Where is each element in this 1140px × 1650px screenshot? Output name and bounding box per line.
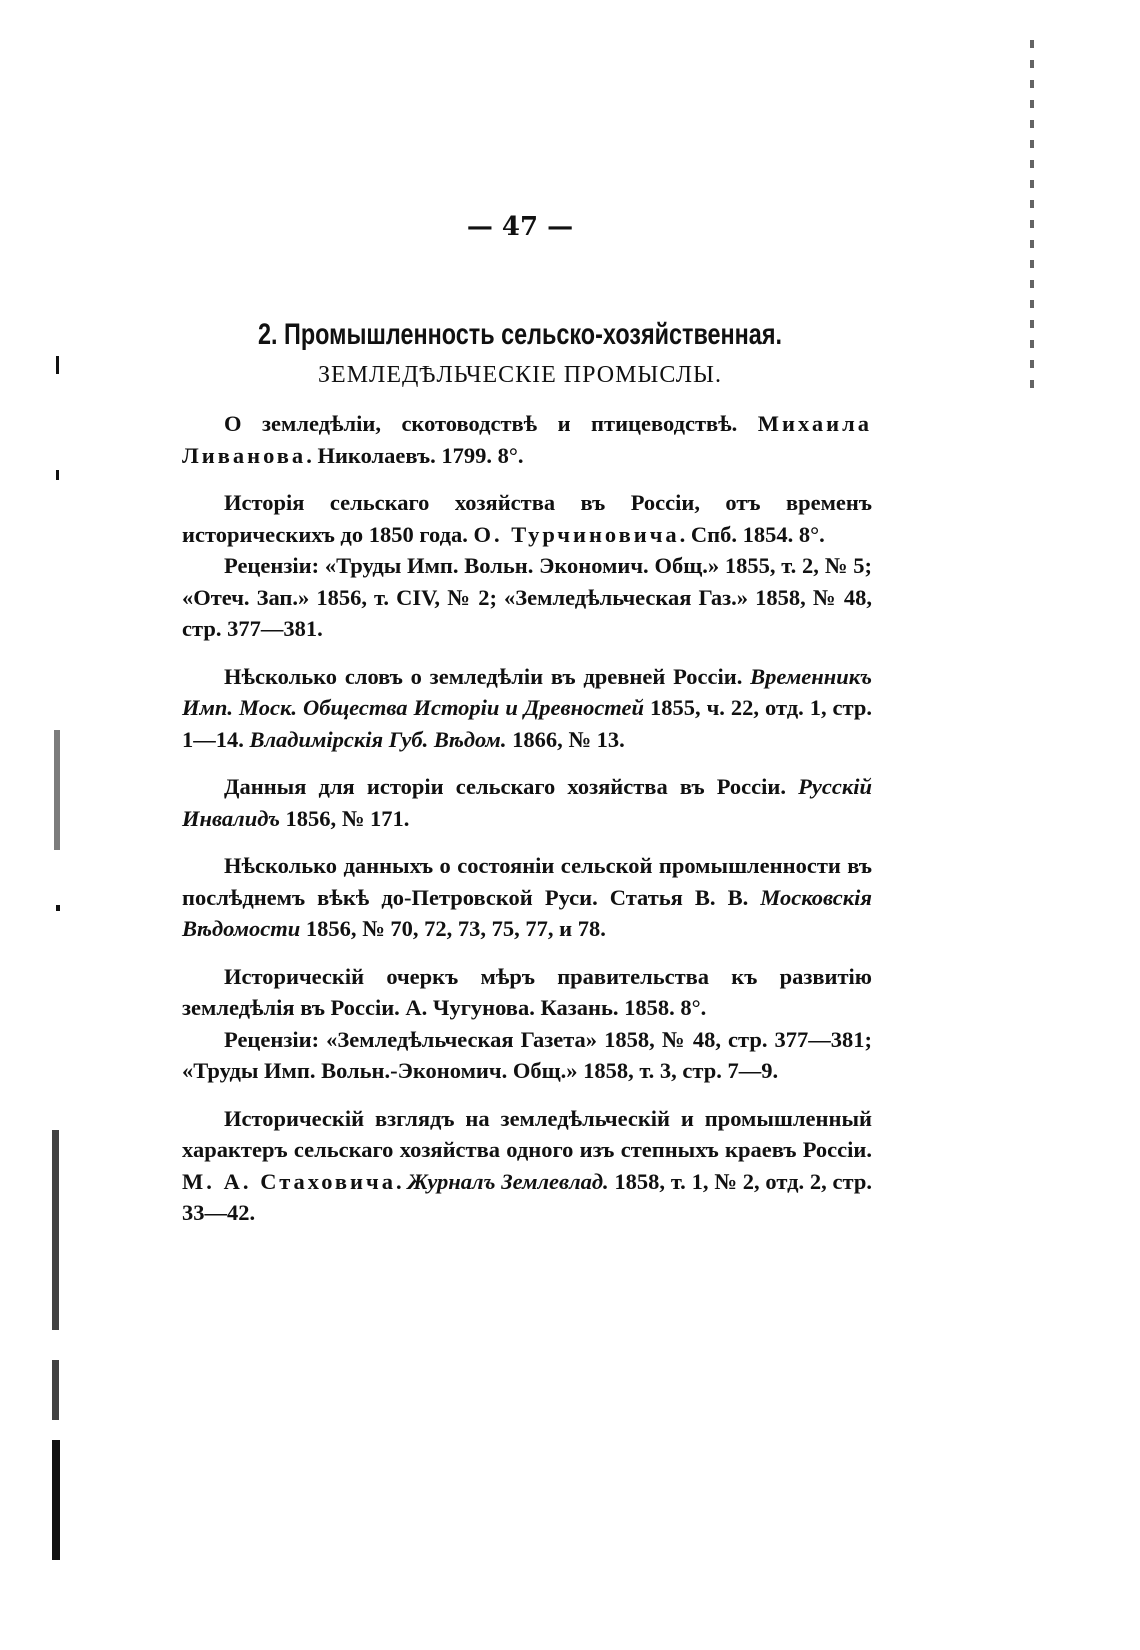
publication-title: Русскій Инвалидъ bbox=[182, 774, 872, 831]
bibliography-entry bbox=[182, 661, 872, 756]
entry-text: О земледѣліи, скотоводствѣ и птицеводствѣ. Михаила Ливанова. Николаевъ. 1799. 8°. bbox=[182, 411, 872, 468]
author-name: О. Турчиновича bbox=[473, 521, 680, 547]
entry-text: Нѣсколько словъ о земледѣліи въ древней Россіи. Временникъ Имп. Моск. Общества Исторіи и Древностей 1855, ч. 22, отд. 1, стр. 1—14. Владимірскія Губ. Вѣдом. 1866, № 13. bbox=[182, 663, 872, 752]
bibliography-entry bbox=[182, 408, 872, 471]
publication-title: Московскія Вѣдомости bbox=[182, 884, 872, 941]
page-number: — 47 — bbox=[466, 212, 574, 242]
section-heading: 2. Промышленность сельско-хозяйственная. bbox=[258, 318, 782, 351]
author-name: Михаила Ливанова bbox=[182, 411, 872, 468]
publication-title: Временникъ Имп. Моск. Общества Исторіи и Древностей bbox=[182, 663, 872, 720]
subheading: ЗЕМЛЕДѢЛЬЧЕСКІЕ ПРОМЫСЛЫ. bbox=[318, 362, 722, 388]
entry-text: Историческій очеркъ мѣръ правительства къ развитію земледѣлія въ Россіи. А. Чугунова. Казань. 1858. 8°. bbox=[182, 963, 872, 1020]
bibliography-entry bbox=[182, 771, 872, 834]
publication-title: Журналъ Землевлад. bbox=[407, 1168, 609, 1194]
entry-text: Нѣсколько данныхъ о состояніи сельской промышленности въ послѣднемъ вѣкѣ до-Петровской Руси. Статья В. В. Московскія Вѣдомости 1856, № 70, 72, 73, 75, 77, и 78. bbox=[182, 853, 872, 941]
entry-text: Историческій взглядъ на земледѣльческій и промышленный характеръ сельскаго хозяйства одного изъ степныхъ краевъ Россіи. М. А. Стаховича. Журналъ Землевлад. 1858, т. 1, № 2, отд. 2, стр. 33—42. bbox=[182, 1105, 872, 1225]
bibliography-entry bbox=[182, 961, 872, 1087]
entry-text: Данныя для исторіи сельскаго хозяйства въ Россіи. Русскій Инвалидъ 1856, № 171. bbox=[182, 774, 872, 831]
bibliography-entry bbox=[182, 487, 872, 645]
entry-text: Исторія сельскаго хозяйства въ Россіи, отъ временъ историческихъ до 1850 года. О. Турчиновича. Спб. 1854. 8°. bbox=[182, 490, 872, 547]
publication-title: Владимірскія Губ. Вѣдом. bbox=[249, 726, 507, 752]
bibliography-entry bbox=[182, 1103, 872, 1229]
author-name: М. А. Стаховича bbox=[182, 1168, 396, 1194]
entry-reviews: Рецензіи: «Труды Имп. Вольн. Экономич. Общ.» 1855, т. 2, № 5; «Отеч. Зап.» 1856, т. CIV, № 2; «Земледѣльческая Газ.» 1858, № 48, стр. 377—381. bbox=[182, 553, 872, 641]
bibliography-list bbox=[182, 408, 872, 1245]
entry-reviews: Рецензіи: «Земледѣльческая Газета» 1858, № 48, стр. 377—381; «Труды Имп. Вольн.-Экономич. Общ.» 1858, т. 3, стр. 7—9. bbox=[182, 1026, 872, 1083]
bibliography-entry bbox=[182, 850, 872, 945]
left-edge-scan-artifacts bbox=[46, 0, 66, 1650]
